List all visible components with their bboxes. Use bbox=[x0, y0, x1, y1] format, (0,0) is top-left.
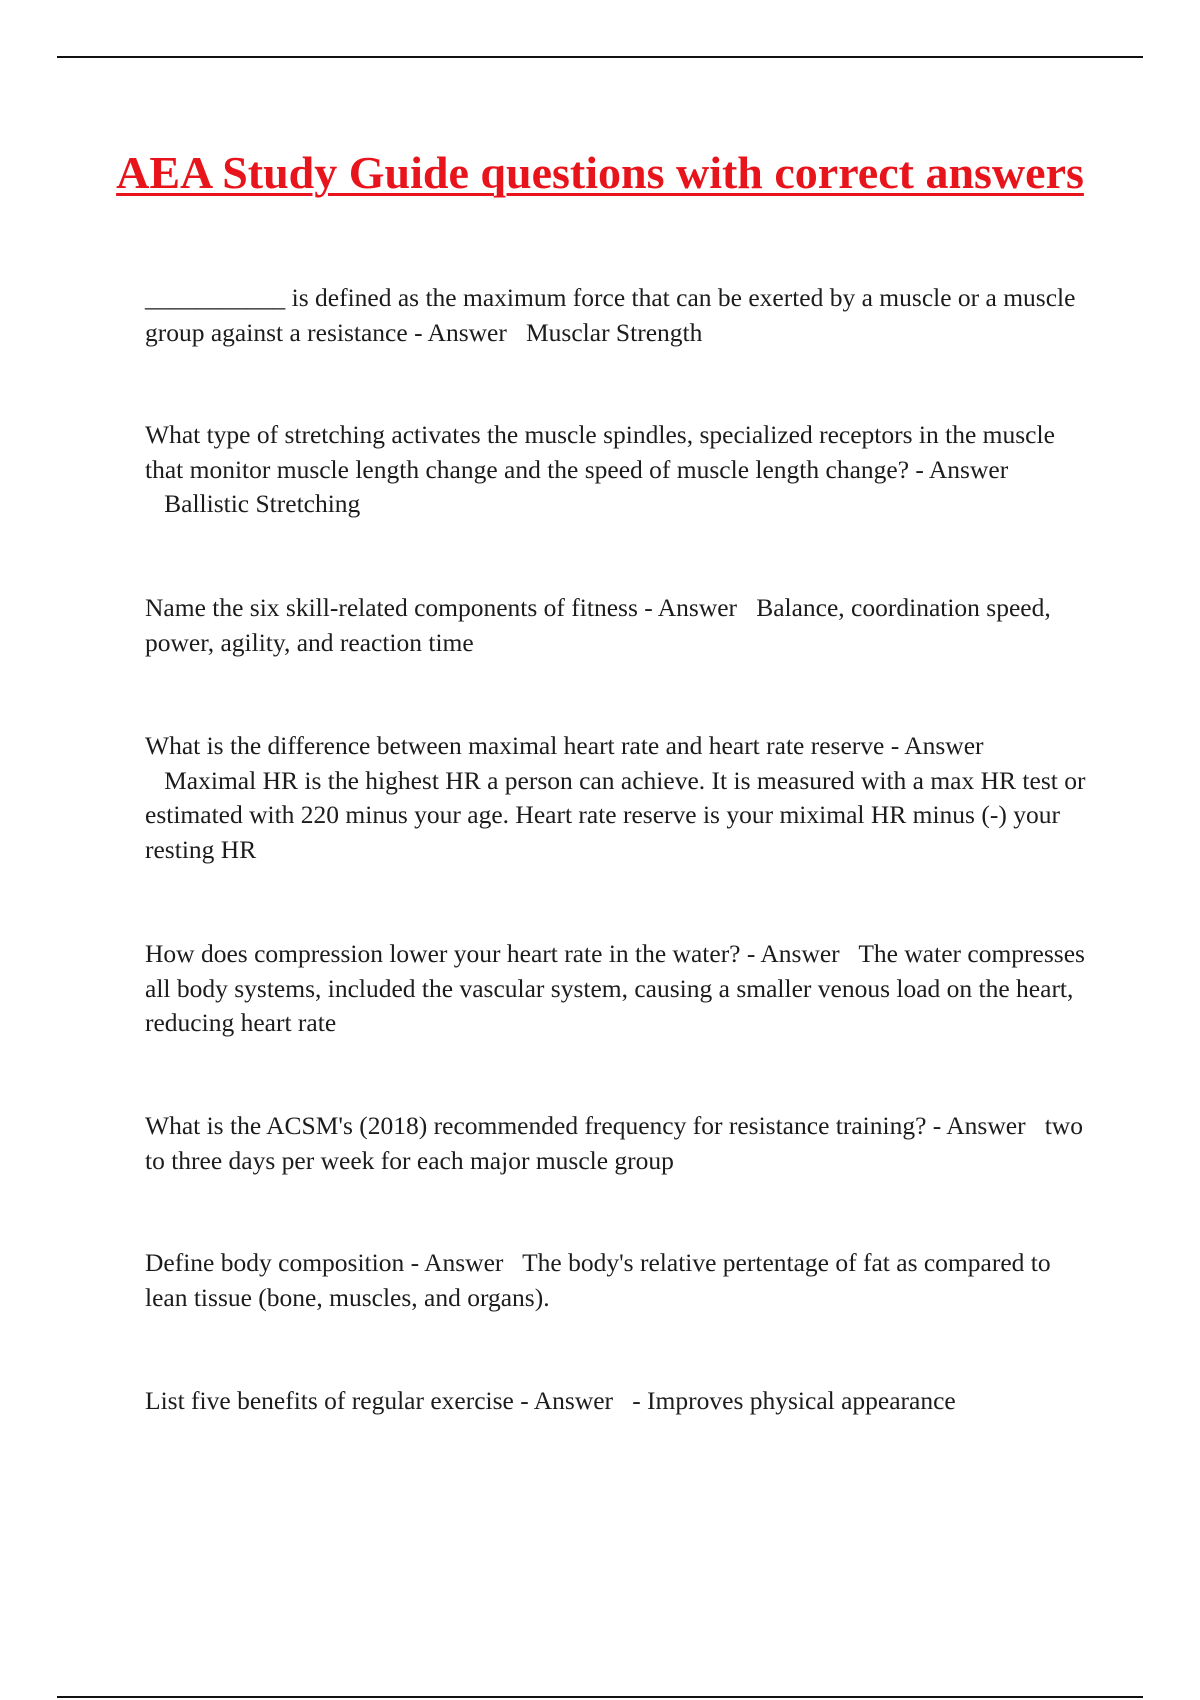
answer-8: - Improves physical appearance bbox=[632, 1386, 956, 1415]
top-rule bbox=[57, 56, 1143, 58]
answer-4: Maximal HR is the highest HR a person can achieve. It is measured with a max HR test or estimated with 220 minus your age. Heart rate reserve is your miximal HR minus (-) your resting HR bbox=[145, 765, 1086, 864]
question-2: What type of stretching activates the muscle spindles, specialized receptors in the muscle that monitor muscle length change and the speed of muscle length change? bbox=[145, 420, 1055, 484]
answer-label-7: Answer bbox=[424, 1248, 504, 1277]
answer-label-8: Answer bbox=[533, 1386, 614, 1415]
answer-label-2: Answer bbox=[928, 454, 1009, 484]
answer-label-6: Answer bbox=[946, 1111, 1026, 1140]
answer-3: Balance, coordination speed, power, agility, and reaction time bbox=[145, 593, 1051, 657]
qa-item-2: What type of stretching activates the muscle spindles, specialized receptors in the muscle that monitor muscle length change and the speed of muscle length change? - Answer Ballistic Stretching bbox=[145, 420, 1055, 518]
question-7: Define body composition bbox=[145, 1248, 405, 1277]
question-5: How does compression lower your heart rate in the water? bbox=[145, 939, 741, 968]
answer-label-5: Answer bbox=[760, 939, 840, 968]
qa-item-7: Define body composition - Answer The body's relative pertentage of fat as compared to lean tissue (bone, muscles, and organs). bbox=[145, 1248, 1051, 1312]
qa-item-8: List five benefits of regular exercise - Answer - Improves physical appearance bbox=[145, 1386, 956, 1415]
answer-7: The body's relative pertentage of fat as compared to lean tissue (bone, muscles, and organs). bbox=[145, 1248, 1051, 1312]
qa-item-3: Name the six skill-related components of fitness - Answer Balance, coordination speed, power, agility, and reaction time bbox=[145, 593, 1051, 657]
question-8: List five benefits of regular exercise bbox=[145, 1386, 514, 1415]
answer-label-4: Answer bbox=[904, 731, 984, 760]
answer-6: two to three days per week for each major muscle group bbox=[145, 1111, 1083, 1175]
qa-item-1: ___________ is defined as the maximum force that can be exerted by a muscle or a muscle group against a resistance - Answer Musclar Strength bbox=[145, 283, 1076, 347]
qa-item-6: What is the ACSM's (2018) recommended frequency for resistance training? - Answer two to three days per week for each major muscle group bbox=[145, 1111, 1083, 1175]
answer-1: Musclar Strength bbox=[526, 317, 703, 347]
question-1: ___________ is defined as the maximum force that can be exerted by a muscle or a muscle group against a resistance bbox=[145, 283, 1076, 347]
answer-label-1: Answer bbox=[427, 317, 507, 347]
question-4: What is the difference between maximal heart rate and heart rate reserve bbox=[145, 731, 885, 760]
answer-label-3: Answer bbox=[657, 593, 738, 622]
answer-5: The water compresses all body systems, included the vascular system, causing a smaller venous load on the heart, reducing heart rate bbox=[145, 939, 1085, 1037]
question-3: Name the six skill-related components of fitness bbox=[145, 593, 638, 622]
answer-2: Ballistic Stretching bbox=[164, 489, 361, 518]
question-6: What is the ACSM's (2018) recommended frequency for resistance training? bbox=[145, 1111, 927, 1140]
qa-item-4: What is the difference between maximal heart rate and heart rate reserve - Answer Maximal HR is the highest HR a person can achieve. It is measured with a max HR test or estimated with 220 minus your age. Heart rate reserve is your miximal HR minus (-) your resting HR bbox=[145, 731, 1086, 864]
qa-item-5: How does compression lower your heart rate in the water? - Answer The water compresses all body systems, included the vascular system, causing a smaller venous load on the heart, reducing heart rate bbox=[145, 939, 1085, 1037]
bottom-rule bbox=[57, 1696, 1143, 1698]
page-title: AEA Study Guide questions with correct answers bbox=[116, 147, 1084, 198]
